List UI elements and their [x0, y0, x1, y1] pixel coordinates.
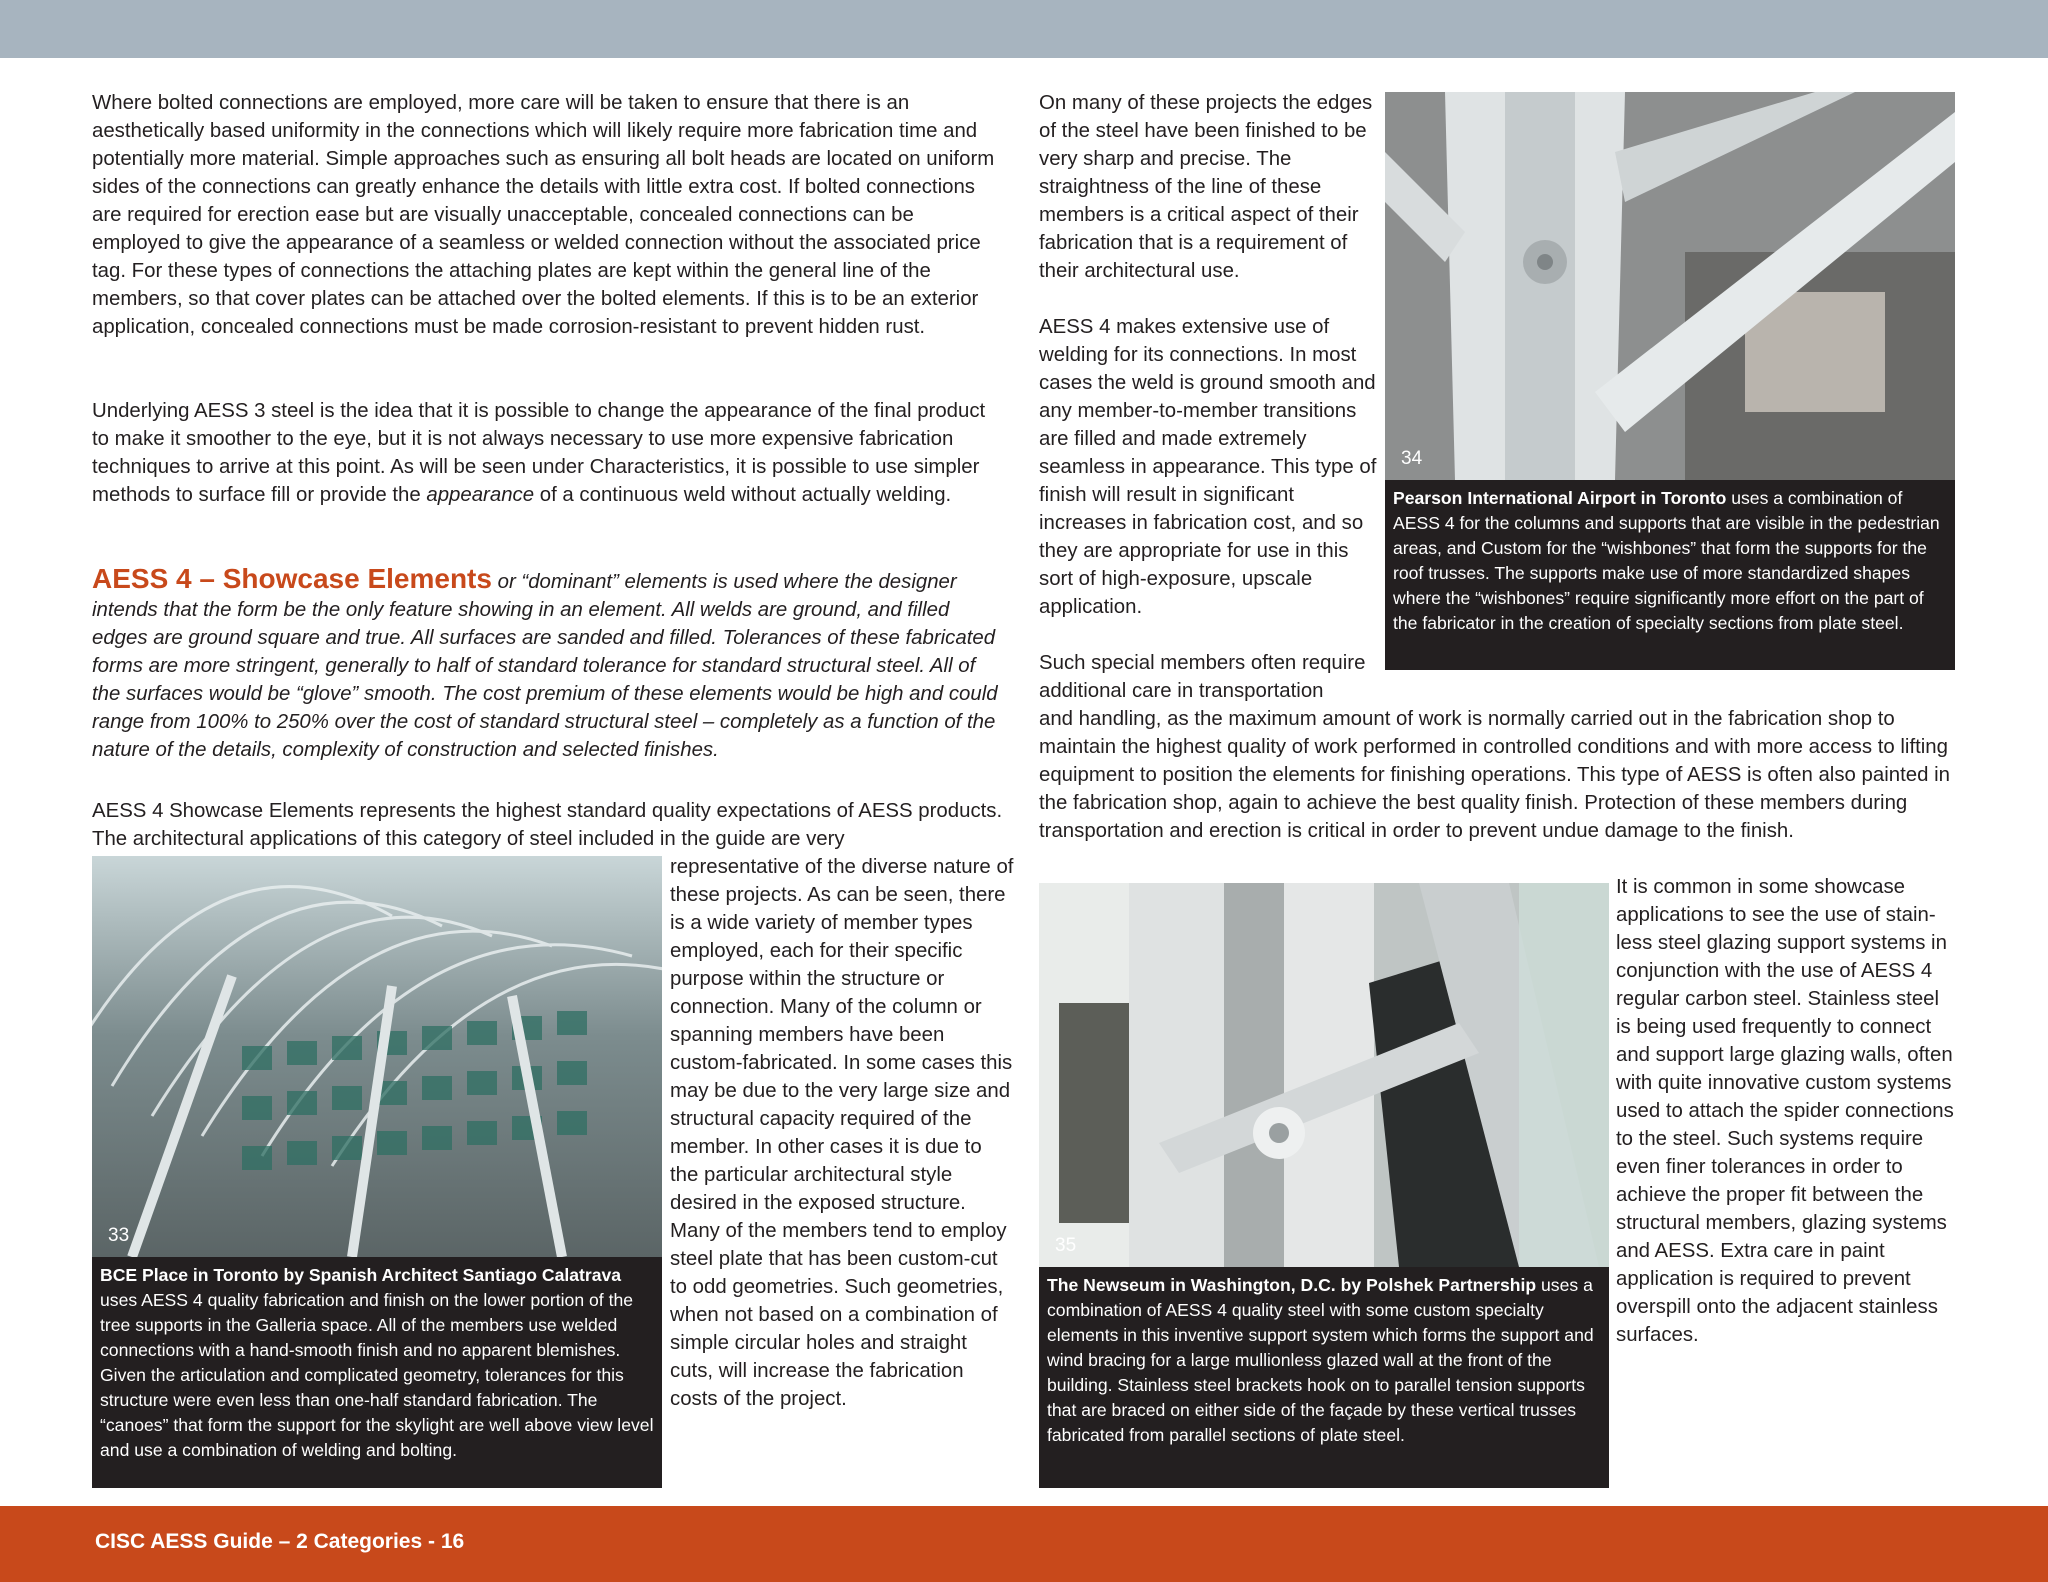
right-para-4: It is common in some showcase applications to see the use of stainless steel glazing support systems in conjunction with the use of AESS 4 regular carbon steel. Stainless steel is being used frequently to connect and support large glazing walls, often with quite innovative custom systems used to attach the spider connections to the steel. Such systems require even finer tolerances in order to achieve the proper fit between the structural members, glazing systems and AESS. Extra care in paint application is required to prevent overspill onto the adjacent stainless surfaces. — [1616, 876, 1954, 1346]
footer-band — [0, 1506, 2048, 1582]
header-band — [0, 0, 2048, 58]
figure-34-caption: Pearson International Airport in Toronto uses a combination of AESS 4 for the columns and supports that are visible in the pedestrian areas, and Custom for the “wishbones” that form the supports for the roof trusses. The supports make use of more standardized shapes where the “wishbones” require significantly more effort on the part of the fabricator in the creation of specialty sections from plate steel. — [1385, 480, 1955, 670]
section-heading: AESS 4 – Showcase Elements — [92, 563, 492, 594]
right-para-2: AESS 4 makes extensive use of welding for its connections. In most cases the weld is ground smooth and any member-to-member transitions are filled and made extremely seamless in appearance. This type of finish will result in significant increases in fabrication cost, and so they are appropriate for use in this sort of high-exposure, upscale application. — [1039, 316, 1377, 618]
airport-image — [1385, 92, 1955, 480]
left-para-1: Where bolted connections are employed, more care will be taken to ensure that there is an aesthetically based uniformity in the connections which will likely require more fabrication time and potentially more material. Simple approaches such as ensuring all bolt heads are located on uniform sides of the connections can greatly enhance the details with little extra cost. If bolted connections are required for erection ease but are visually unacceptable, concealed connections can be employed to give the appearance of a seamless or welded connection without the associated price tag. For these types of connections the attaching plates are kept within the general line of the members, so that cover plates can be attached over the bolted elements. If this is to be an exterior application, concealed connections must be made corrosion-resistant to prevent hidden rust. — [92, 92, 995, 338]
right-para-1: On many of these projects the edges of the steel have been finished to be very sharp and precise. The straightness of the line of these members is a critical aspect of their fabrication that is a requirement of their architectural use. — [1039, 92, 1373, 282]
left-para-2: Underlying AESS 3 steel is the idea that it is possible to change the appearance of the final product to make it smoother to the eye, but it is not always necessary to use more expensive fabrication techniques to arrive at this point. As will be seen under Characteristics, it is possible to use simpler methods to surface fill or provide the appearance of a continuous weld without actually welding. — [92, 400, 986, 506]
left-para-3-continued: representative of the diverse nature of these projects. As can be seen, there is a wide variety of member types employed, each for their specific purpose within the structure or connection. Many of the column or spanning members have been custom-fabricated. In some cases this may be due to the very large size and structural capacity required of the member. In other cases it is due to the particular architectural style desired in the exposed structure. Many of the members tend to employ steel plate that has been custom-cut to odd geometries. Such geometries, when not based on a combination of simple circular holes and straight cuts, will increase the fabrication costs of the project. — [670, 856, 1014, 1410]
figure-33-caption: BCE Place in Toronto by Spanish Architect Santiago Calatrava uses AESS 4 quality fabrication and finish on the lower portion of the tree supports in the Galleria space. All of the members use welded connections with a hand-smooth finish and no apparent blemishes. Given the articulation and complicated geometry, tolerances for this structure were even less than one-half standard fabrication. The “canoes” that form the support for the skylight are well above view level and use a combination of welding and bolting. — [92, 1257, 662, 1488]
footer-page-label: CISC AESS Guide – 2 Categories - 16 — [95, 1530, 465, 1553]
galleria-image — [92, 856, 662, 1257]
figure-35-number: 35 — [1055, 1235, 1077, 1256]
figure-34-number: 34 — [1401, 448, 1423, 469]
figure-34-photo — [1385, 92, 1955, 480]
figure-33-number: 33 — [108, 1225, 130, 1246]
right-para-3-rest: and handling, as the maximum amount of work is normally carried out in the fabrication shop to maintain the highest quality of work performed in controlled conditions and with more access to lifting equipment to position the elements for finishing operations. This type of AESS is often also painted in the fabrication shop, again to achieve the best quality finish. Protection of these members during transportation and erection is critical in order to prevent undue damage to the finish. — [1039, 708, 1950, 842]
newseum-image — [1039, 883, 1609, 1267]
aess4-section: AESS 4 – Showcase Elements or “dominant” elements is used where the designer intends that the form be the only feature showing in an element. All welds are ground, and filled edges are ground square and true. All surfaces are sanded and filled. Tolerances of these fabricated forms are more stringent, generally to half of standard tolerance for standard structural steel. All of the surfaces would be “glove” smooth. The cost premium of these elements would be high and could range from 100% to 250% over the cost of standard structural steel – completely as a function of the nature of the details, complexity of construction and selected finishes. — [92, 563, 998, 761]
figure-33-photo — [92, 856, 662, 1257]
figure-35-caption: The Newseum in Washington, D.C. by Polshek Partnership uses a combination of AESS 4 quality steel with some custom specialty elements in this inventive support system which forms the support and wind bracing for a large mullionless glazed wall at the front of the building. Stainless steel brackets hook on to parallel tension supports that are braced on either side of the façade by these vertical trusses fabricated from parallel sections of plate steel. — [1039, 1267, 1609, 1488]
figure-35-photo — [1039, 883, 1609, 1267]
left-para-3: AESS 4 Showcase Elements represents the highest standard quality expectations of AESS products. The architectural applications of this category of steel included in the guide are very — [92, 800, 1003, 850]
right-para-3-start: Such special members often require additional care in transportation — [1039, 652, 1366, 702]
